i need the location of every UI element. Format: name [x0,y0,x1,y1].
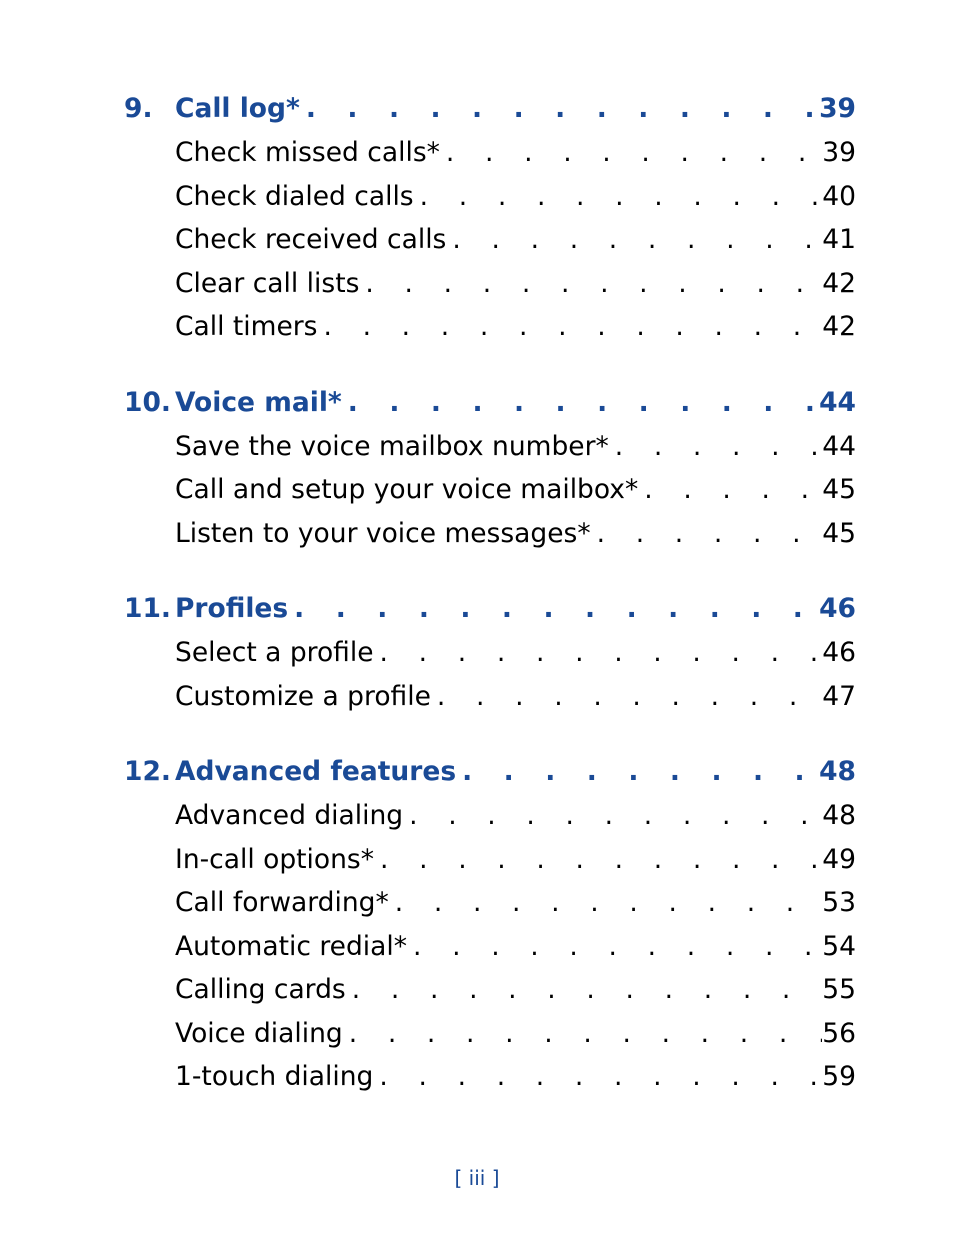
dot-leader [288,587,819,631]
entry-page-number: 48 [822,800,856,831]
table-of-contents [124,87,856,1131]
toc-entry[interactable] [124,925,856,969]
chapter-title: Profiles [175,593,289,624]
dot-leader [374,838,822,882]
dot-leader [431,675,822,719]
dot-leader [300,87,819,131]
dot-leader [414,175,823,219]
entry-page-number: 47 [822,680,856,712]
entry-title: In-call options* [175,843,374,875]
entry-page-number: 42 [822,267,856,299]
entry-page-number: 53 [822,887,856,918]
entry-title: Check dialed calls [175,180,414,212]
entry-page-number: 45 [822,517,856,549]
toc-entry[interactable] [124,675,856,719]
entry-page-number: 39 [822,137,856,168]
entry-title: Voice dialing [175,1017,343,1049]
chapter-page-number: 46 [819,593,856,624]
dot-leader [446,218,822,262]
dot-leader [407,925,822,969]
dot-leader [609,425,823,469]
entry-page-number: 44 [822,430,856,462]
entry-title: Call timers [175,311,318,342]
dot-leader [389,881,823,925]
toc-entry[interactable] [124,425,856,469]
entry-page-number: 49 [822,843,856,875]
toc-entry[interactable] [124,838,856,882]
dot-leader [317,305,822,349]
entry-page-number: 56 [822,1017,856,1049]
dot-leader [359,262,822,306]
dot-leader [403,794,822,838]
entry-page-number: 42 [822,311,856,342]
chapter-title: Advanced features [175,756,457,787]
chapter-number: 11. [124,593,171,624]
dot-leader [374,631,823,675]
entry-page-number: 41 [822,224,856,255]
entry-page-number: 54 [822,930,856,962]
chapter-page-number: 39 [819,93,856,124]
dot-leader [440,131,822,175]
toc-entry[interactable] [124,794,856,838]
chapter-title: Call log* [175,93,300,124]
chapter-heading[interactable] [124,381,856,425]
entry-title: Call and setup your voice mailbox* [175,474,639,505]
entry-title: Save the voice mailbox number* [175,430,609,462]
entry-title: Customize a profile [175,680,431,712]
toc-entry[interactable] [124,1055,856,1099]
toc-entry[interactable] [124,881,856,925]
entry-title: Calling cards [175,974,346,1005]
entry-title: Advanced dialing [175,800,404,831]
entry-title: Call forwarding* [175,887,389,918]
chapter-heading[interactable] [124,750,856,794]
chapter-heading[interactable] [124,87,856,131]
toc-entry[interactable] [124,512,856,556]
chapter-number: 12. [124,756,171,787]
entry-page-number: 55 [822,974,856,1005]
entry-page-number: 45 [822,474,856,505]
toc-entry[interactable] [124,262,856,306]
toc-section-advanced-features [124,750,856,1099]
entry-title: Check received calls [175,224,447,255]
entry-title: Automatic redial* [175,930,407,962]
entry-title: Clear call lists [175,267,360,299]
chapter-heading[interactable] [124,587,856,631]
toc-entry[interactable] [124,175,856,219]
dot-leader [373,1055,822,1099]
toc-entry[interactable] [124,131,856,175]
dot-leader [346,968,823,1012]
entry-title: Listen to your voice messages* [175,517,591,549]
chapter-number: 9. [124,93,153,124]
dot-leader [343,1012,823,1056]
toc-section-profiles [124,587,856,718]
dot-leader [342,381,819,425]
chapter-title: Voice mail* [175,386,342,418]
toc-section-call-log [124,87,856,349]
toc-entry[interactable] [124,631,856,675]
toc-entry[interactable] [124,968,856,1012]
dot-leader [638,468,822,512]
chapter-number: 10. [124,386,171,418]
page-footer-number: [ iii ] [454,1166,500,1190]
entry-title: Select a profile [175,637,374,668]
dot-leader [456,750,819,794]
entry-title: Check missed calls* [175,137,440,168]
entry-title: 1-touch dialing [175,1061,374,1092]
chapter-page-number: 48 [819,756,856,787]
toc-entry[interactable] [124,305,856,349]
chapter-page-number: 44 [819,386,856,418]
entry-page-number: 59 [822,1061,856,1092]
entry-page-number: 40 [822,180,856,212]
entry-page-number: 46 [822,637,856,668]
dot-leader [591,512,823,556]
toc-entry[interactable] [124,218,856,262]
toc-section-voice-mail [124,381,856,556]
toc-entry[interactable] [124,1012,856,1056]
toc-entry[interactable] [124,468,856,512]
